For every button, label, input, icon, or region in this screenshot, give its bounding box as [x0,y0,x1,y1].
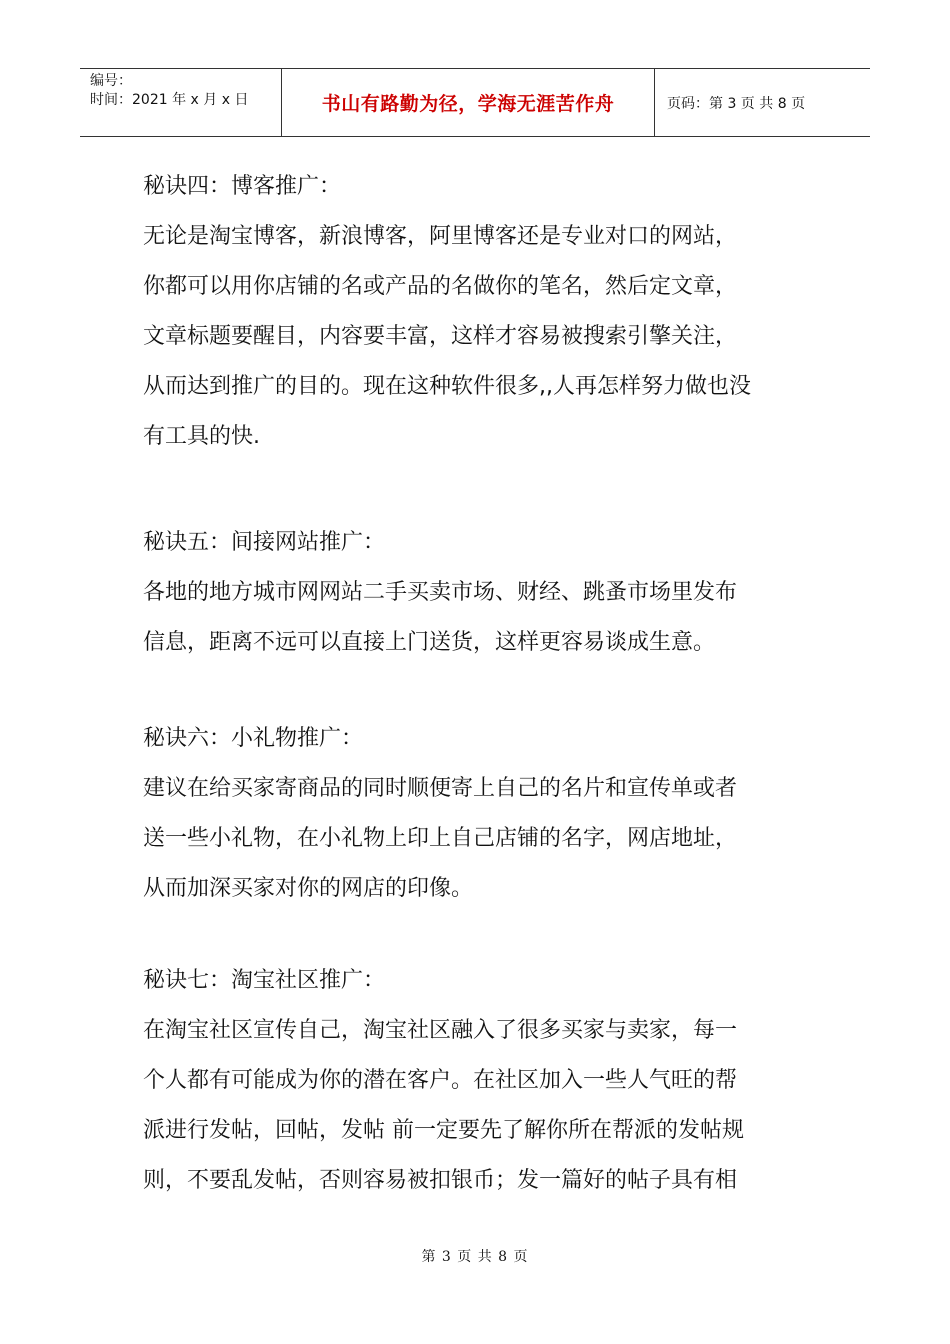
section-spacer [143,914,823,956]
time-label: 时间：2021 年 x 月 x 日 [90,92,249,108]
header-motto: 书山有路勤为径，学海无涯苦作舟 [321,93,615,115]
serial-label: 编号： [90,73,132,89]
footer-page-number: 第 3 页 共 8 页 [421,1249,529,1265]
section-title: 秘诀七：淘宝社区推广： [143,968,386,993]
section-spacer [143,668,823,714]
document-header [80,68,870,137]
header-page-code: 页码：第 3 页 共 8 页 [667,95,806,112]
paragraph-line: 个人都有可能成为你的潜在客户。在社区加入一些人气旺的帮 [143,1068,738,1093]
paragraph-line: 从而加深买家对你的网店的印像。 [143,876,474,901]
paragraph-line: 送一些小礼物，在小礼物上印上自己店铺的名字，网店地址， [143,826,738,851]
header-meta-cell [80,69,282,136]
section-taobao-community-promotion [143,956,823,1206]
paragraph-line: 在淘宝社区宣传自己，淘宝社区融入了很多买家与卖家，每一 [143,1018,738,1043]
paragraph-line: 派进行发帖，回帖，发帖 前一定要先了解你所在帮派的发帖规 [143,1118,744,1143]
paragraph-line: 无论是淘宝博客，新浪博客，阿里博客还是专业对口的网站， [143,224,738,249]
page-footer [0,1246,950,1266]
section-title: 秘诀五：间接网站推广： [143,530,386,555]
paragraph-line: 有工具的快. [143,424,260,449]
section-title: 秘诀六：小礼物推广： [143,726,364,751]
document-body [143,162,823,1206]
section-small-gift-promotion [143,714,823,914]
paragraph-line: 建议在给买家寄商品的同时顺便寄上自己的名片和宣传单或者 [143,776,738,801]
section-title: 秘诀四：博客推广： [143,174,342,199]
paragraph-line: 各地的地方城市网网站二手买卖市场、财经、跳蚤市场里发布 [143,580,738,605]
paragraph-line: 文章标题要醒目，内容要丰富，这样才容易被搜索引擎关注， [143,324,738,349]
section-spacer [143,462,823,518]
header-page-cell [655,69,870,136]
header-motto-cell [282,69,655,136]
paragraph-line: 则，不要乱发帖，否则容易被扣银币；发一篇好的帖子具有相 [143,1168,738,1193]
paragraph-line: 从而达到推广的目的。现在这种软件很多,,人再怎样努力做也没 [143,374,751,399]
section-indirect-website-promotion [143,518,823,668]
paragraph-line: 你都可以用你店铺的名或产品的名做你的笔名，然后定文章， [143,274,738,299]
paragraph-line: 信息，距离不远可以直接上门送货，这样更容易谈成生意。 [143,630,716,655]
section-blog-promotion [143,162,823,462]
